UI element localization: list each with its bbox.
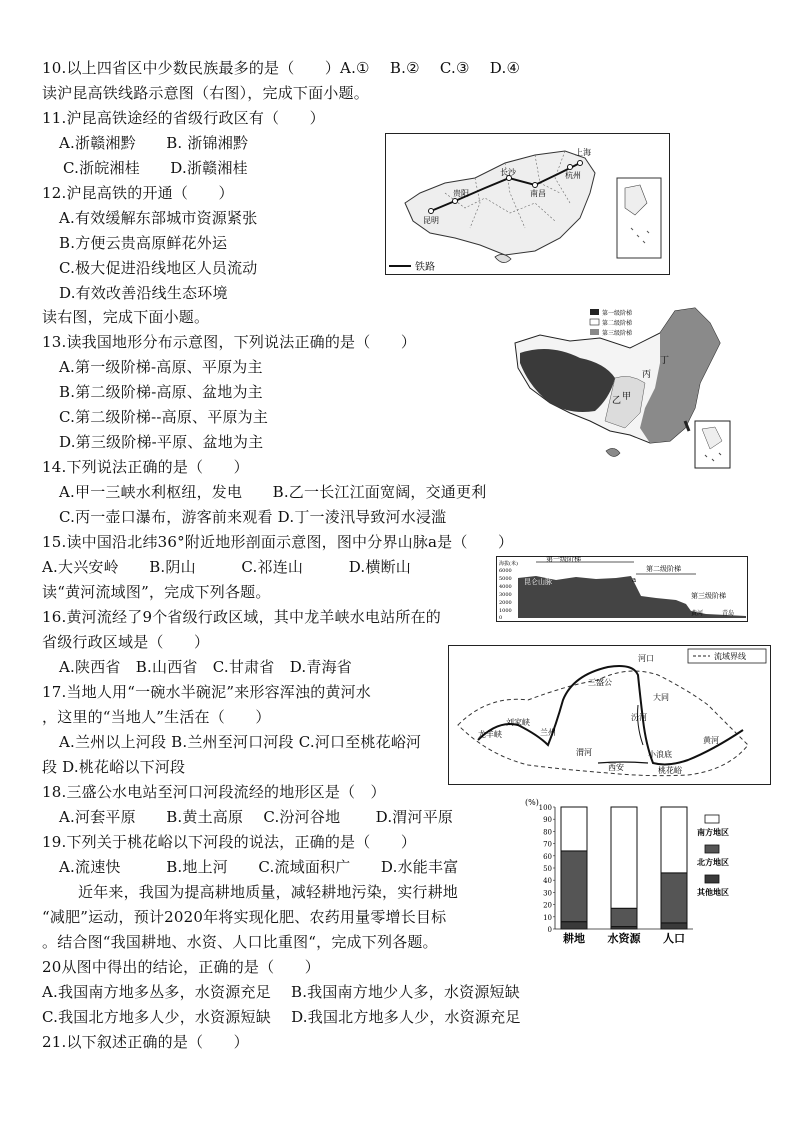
marker-jia: 甲 — [622, 392, 632, 402]
profile-a: a — [632, 576, 637, 584]
profile-tick-4000: 4000 — [499, 584, 512, 590]
q19-stem: 19.下列关于桃花峪以下河段的说法，正确的是（ ） — [42, 833, 417, 851]
legend-step3: 第三级阶梯 — [602, 330, 633, 337]
y-tick-label: 0 — [547, 926, 552, 934]
legend-swatch-step3 — [590, 329, 599, 335]
q10-line: 10.以上四省区中少数民族最多的是（ ）A.① B.② C.③ D.④ — [42, 59, 521, 77]
profile-tick-1000: 1000 — [499, 608, 512, 614]
rail-map — [385, 133, 670, 275]
y-tick-label: 50 — [543, 865, 552, 873]
q11-options-ab: A.浙赣湘黔 B. 浙锦湘黔 — [59, 134, 249, 152]
q12-option-d: D.有效改善沿线生态环境 — [59, 284, 228, 302]
bars-group — [561, 807, 687, 945]
bar-segment — [661, 873, 687, 923]
city-guiyang: 贵阳 — [453, 189, 469, 198]
legend-swatch-step1 — [590, 309, 599, 315]
place-huanghe: 黄河 — [703, 736, 719, 745]
terrain-profile — [496, 556, 748, 622]
q16-stem: 16.黄河流经了9个省级行政区域，其中龙羊峡水电站所在的 — [42, 608, 442, 626]
city-shanghai: 上海 — [575, 148, 591, 157]
q15-stem: 15.读中国沿北纬36°附近地形剖面示意图，图中分界山脉a是（ ） — [42, 533, 514, 551]
q17-stem-cont: ，这里的“当地人”生活在（ ） — [42, 708, 271, 726]
intro-yellow-river: 读“黄河流域图”，完成下列各题。 — [42, 583, 271, 601]
q11-options-cd: C.浙皖湘桂 D.浙赣湘桂 — [63, 159, 248, 177]
city-nanchang: 南昌 — [530, 189, 546, 198]
y-axis-ticks — [539, 804, 555, 934]
intro-farmland-3: 。结合图“我国耕地、水资、人口比重图“，完成下列各题。 — [42, 933, 438, 951]
yellow-river-map — [448, 645, 771, 785]
profile-qingdao: 青岛 — [722, 610, 735, 617]
boundary-legend: 流域界线 — [714, 652, 746, 661]
y-tick-label: 70 — [543, 840, 552, 849]
railway-legend-label: 铁路 — [415, 262, 435, 273]
x-category-label: 人口 — [663, 932, 685, 945]
place-taohuayu: 桃花峪 — [658, 766, 682, 775]
place-datong: 大同 — [653, 693, 669, 702]
q14-options-ab: A.甲一三峡水利枢纽，发电 B.乙一长江江面宽阔，交通更利 — [59, 483, 487, 501]
y-tick-label: 100 — [538, 804, 552, 812]
q16-options: A.陕西省 B.山西省 C.甘肃省 D.青海省 — [59, 658, 352, 676]
q16-stem-cont: 省级行政区域是（ ） — [42, 633, 210, 651]
marker-bing: 丙 — [642, 370, 652, 380]
y-tick-label: 60 — [543, 852, 552, 861]
q19-options: A.流速快 B.地上河 C.流域面积广 D.水能丰富 — [59, 858, 459, 876]
place-liujiaxia: 刘家峡 — [506, 718, 530, 727]
profile-tick-5000: 5000 — [499, 576, 512, 582]
bar-segment — [561, 922, 587, 929]
intro-terrain: 读右图，完成下面小题。 — [42, 308, 210, 326]
profile-tick-3000: 3000 — [499, 592, 512, 598]
place-lanzhou: 兰州 — [540, 728, 556, 737]
q20-options-ab: A.我国南方地多丛多，水资源充足 B.我国南方地少人多，水资源短缺 — [42, 983, 520, 1001]
q18-stem: 18.三盛公水电站至河口河段流经的地形区是（ ） — [42, 783, 386, 801]
place-weihe: 渭河 — [576, 748, 592, 757]
intro-rail: 读沪昆高铁线路示意图（右图），完成下面小题。 — [42, 84, 369, 102]
terrain-map — [510, 303, 745, 473]
q12-option-c: C.极大促进沿线地区人员流动 — [59, 259, 258, 277]
profile-tick-0: 0 — [499, 615, 503, 621]
marker-yi: 乙 — [612, 396, 622, 406]
legend-label: 南方地区 — [697, 827, 729, 837]
legend-label: 其他地区 — [697, 887, 729, 897]
place-xian: 西安 — [608, 763, 624, 772]
q13-option-d: D.第三级阶梯-平原、盆地为主 — [59, 433, 264, 451]
place-sanshenggong: 三盛公 — [588, 678, 612, 687]
q12-option-b: B.方便云贵高原鲜花外运 — [59, 234, 228, 252]
y-tick-label: 80 — [543, 828, 552, 837]
legend-swatch-step2 — [590, 319, 599, 325]
x-category-label: 耕地 — [563, 932, 585, 945]
q18-options: A.河套平原 B.黄土高原 C.汾河谷地 D.渭河平原 — [59, 808, 454, 826]
q17-stem: 17.当地人用“一碗水半碗泥”来形容浑浊的黄河水 — [42, 683, 371, 701]
rail-map-figure — [385, 133, 670, 275]
place-xiaolangdi: 小浪底 — [648, 750, 672, 759]
q20-options-cd: C.我国北方地多人少，水资源短缺 D.我国北方地多人少，水资源充足 — [42, 1008, 521, 1026]
profile-figure — [496, 556, 748, 622]
bar-segment — [661, 923, 687, 929]
place-longyangxia: 龙羊峡 — [478, 730, 502, 739]
river-map-figure — [448, 645, 771, 785]
marker-ding: 丁 — [660, 356, 670, 366]
legend-swatch — [705, 875, 719, 883]
q15-options: A.大兴安岭 B.阴山 C.祁连山 D.横断山 — [42, 558, 411, 576]
profile-ylabel: 海拔(米) — [499, 561, 518, 567]
y-tick-label: 30 — [543, 889, 552, 898]
city-changsha: 长沙 — [500, 168, 516, 177]
q14-stem: 14.下列说法正确的是（ ） — [42, 458, 249, 476]
y-tick-label: 10 — [543, 913, 552, 922]
y-tick-label: 90 — [543, 816, 552, 825]
q17-options-cont: 段 D.桃花峪以下河段 — [42, 758, 186, 776]
legend-label: 北方地区 — [697, 857, 729, 867]
q11-stem: 11.沪昆高铁途经的省级行政区有（ ） — [42, 109, 325, 127]
intro-farmland-2: “减肥”运动，预计2020年将实现化肥、农药用量零增长目标 — [42, 908, 447, 926]
bar-segment — [561, 807, 587, 851]
place-fenhe: 汾河 — [631, 713, 647, 722]
bar-segment — [611, 908, 637, 926]
y-tick-label: 20 — [543, 901, 552, 910]
q20-stem: 20从图中得出的结论，正确的是（ ） — [42, 958, 320, 976]
profile-tick-2000: 2000 — [499, 600, 512, 606]
q13-option-c: C.第二级阶梯--高原、平原为主 — [59, 408, 269, 426]
y-tick-label: 40 — [543, 877, 552, 886]
city-hangzhou: 杭州 — [565, 171, 581, 180]
legend-swatch — [705, 845, 719, 853]
y-axis-label: (%) — [525, 798, 539, 807]
x-category-label: 水资源 — [607, 932, 641, 945]
profile-kunlun: 昆仑山脉 — [524, 578, 552, 586]
profile-step1: 第一级阶梯 — [546, 556, 581, 563]
share-chart-figure — [525, 797, 757, 949]
profile-step3: 第三级阶梯 — [691, 592, 726, 600]
bar-segment — [561, 851, 587, 922]
bar-segment — [661, 807, 687, 873]
city-kunming: 昆明 — [423, 216, 439, 225]
bar-segment — [611, 807, 637, 908]
profile-huanghe: 黄河 — [691, 610, 704, 617]
q12-option-a: A.有效缓解东部城市资源紧张 — [59, 209, 258, 227]
q13-option-b: B.第二级阶梯-高原、盆地为主 — [59, 383, 263, 401]
place-hekou: 河口 — [638, 654, 654, 663]
terrain-map-figure — [510, 303, 745, 473]
legend-step1: 第一级阶梯 — [602, 310, 633, 317]
q12-stem: 12.沪昆高铁的开通（ ） — [42, 184, 234, 202]
q14-options-cd: C.丙一壶口瀑布，游客前来观看 D.丁一淩汛导致河水浸滥 — [59, 508, 447, 526]
profile-tick-6000: 6000 — [499, 568, 512, 574]
q13-option-a: A.第一级阶梯-高原、平原为主 — [59, 358, 263, 376]
q21-stem: 21.以下叙述正确的是（ ） — [42, 1033, 249, 1051]
share-chart — [525, 797, 757, 949]
legend-swatch — [705, 815, 719, 823]
chart-legend — [697, 815, 729, 897]
intro-farmland: 近年来，我国为提高耕地质量，减轻耕地污染，实行耕地 — [78, 883, 459, 901]
q17-options: A.兰州以上河段 B.兰州至河口河段 C.河口至桃花峪河 — [59, 733, 422, 751]
profile-step2: 第二级阶梯 — [646, 565, 681, 573]
q13-stem: 13.读我国地形分布示意图，下列说法正确的是（ ） — [42, 333, 417, 351]
legend-step2: 第二级阶梯 — [602, 320, 633, 327]
